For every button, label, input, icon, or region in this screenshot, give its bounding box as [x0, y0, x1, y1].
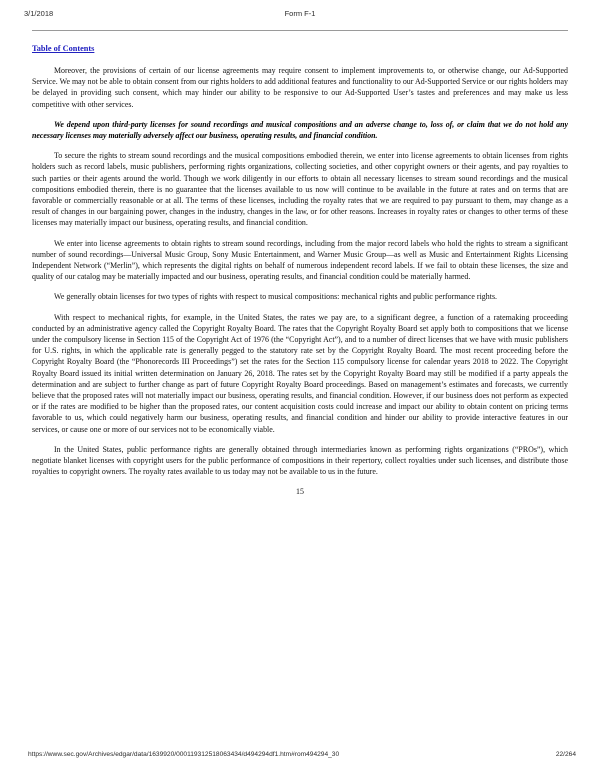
header-divider [32, 30, 568, 31]
print-header-date: 3/1/2018 [24, 9, 54, 18]
paragraph-two-types-of-rights: We generally obtain licenses for two types of rights with respect to musical compositions: mechanical rights and public performance rights. [54, 292, 498, 302]
footer-source-url: https://www.sec.gov/Archives/edgar/data/1639920/000119312518063434/d494294df1.htm#rom494294_30 [28, 751, 340, 758]
paragraph-major-record-labels: We enter into license agreements to obtain rights to stream sound recordings, including from the major record labels who hold the rights to stream a significant number of sound recordings—Universal Music Group, Sony Music Entertainment, and Warner Music Group—as well as Music and Entertainment Rights Licensing Independent Network (“Merlin”), which represents the digital rights on behalf of numerous independent record labels. If we fail to obtain these licenses, the size and quality of our catalog may be materially impacted and our business, operating results, and financial condition could be materially harmed. [32, 238, 568, 282]
print-header-document-title: Form F-1 [284, 9, 316, 18]
risk-factor-heading: We depend upon third-party licenses for sound recordings and musical compositions and an adverse change to, loss of, or claim that we do not hold any necessary licenses may materially adversely affect our business, operating results, and financial condition. [32, 119, 568, 141]
paragraph-public-performance-rights: In the United States, public performance rights are generally obtained through intermediaries known as performing rights organizations (“PROs”), which negotiate blanket licenses with copyright users for the public performance of compositions in their repertory, collect royalties under such licenses, and distribute those royalties to copyright owners. The royalty rates available to us today may not be available to us in the future. [32, 444, 568, 477]
table-of-contents-link[interactable]: Table of Contents [32, 44, 95, 53]
document-body [32, 38, 568, 496]
print-header [0, 9, 600, 23]
footer-page-counter: 22/264 [555, 751, 576, 758]
paragraph-mechanical-rights: With respect to mechanical rights, for example, in the United States, the rates we pay are, to a significant degree, a function of a ratemaking proceeding conducted by an administrative agency called the Copyright Royalty Board. The rates that the Copyright Royalty Board set apply both to compositions that we license under the compulsory license in Section 115 of the Copyright Act of 1976 (the “Copyright Act”), and to a number of direct licenses that we have with music publishers for U.S. rights, in which the applicable rate is generally pegged to the statutory rate set by the Copyright Royalty Board. The most recent proceeding before the Copyright Royalty Board (the “Phonorecords III Proceedings”) set the rates for the Section 115 compulsory license for calendar years 2018 to 2022. The Copyright Royalty Board issued its initial written determination on January 26, 2018. The rates set by the Copyright Royalty Board may still be modified if a party appeals the determination and are subject to further change as part of future Copyright Royalty Board proceedings. Based on management’s estimates and forecasts, we currently believe that the proposed rates will not materially impact our business, operating results, and financial condition. However, if our business does not perform as expected or if the rates are modified to be higher than the proposed rates, our content acquisition costs could increase and impact our ability to obtain content on pricing terms favorable to us, which could negatively harm our business, operating results, and financial condition and hinder our ability to provide interactive features in our services, or cause one or more of our services not to be economically viable. [32, 312, 568, 434]
paragraph-securing-streaming-rights: To secure the rights to stream sound recordings and the musical compositions embodied therein, we enter into license agreements to obtain licenses from rights holders such as record labels, music publishers, performing rights organizations, collecting societies, and other copyright owners or their agents, and pay royalties to such parties or their agents around the world. Though we work diligently in our efforts to obtain all necessary licenses to stream sound recordings and the musical compositions embodied therein, there is no guarantee that the licenses available to us now will continue to be available in the future at rates and on terms that are favorable or commercially reasonable or at all. The terms of these licenses, including the royalty rates that we are required to pay pursuant to them, may change as a result of changes in our bargaining power, changes in the industry, changes in the law, or for other reasons. Increases in royalty rates or changes to other terms of these licenses may materially impact our business, operating results, and financial condition. [32, 151, 568, 228]
paragraph-license-agreement-consent: Moreover, the provisions of certain of our license agreements may require consent to implement improvements to, or otherwise change, our Ad-Supported Service. We may not be able to obtain consent from our rights holders to add additional features and functionality to our Ad-Supported Service or our rights holders may be delayed in providing such consent, which may hinder our ability to be responsive to our Ad-Supported User’s tastes and preferences and may make us less competitive with other services. [32, 66, 568, 109]
print-footer [0, 751, 600, 763]
page-number: 15 [296, 486, 304, 496]
